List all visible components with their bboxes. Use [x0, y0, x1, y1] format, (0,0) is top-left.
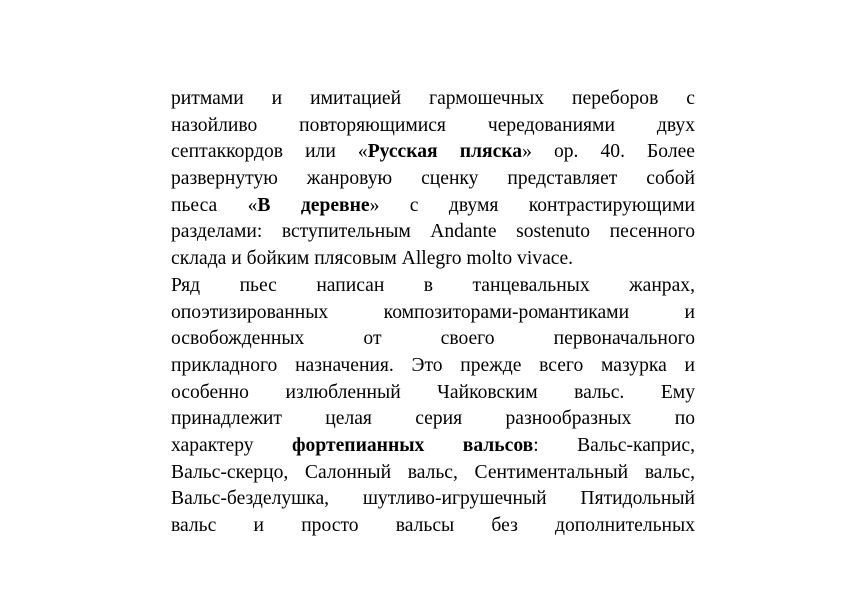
text-run: развернутую жанровую сценку представляет собой	[171, 168, 695, 190]
text-line	[171, 113, 695, 140]
text-line	[171, 353, 695, 380]
text-run: опоэтизированных композиторами-романтиками и	[171, 301, 695, 323]
text-run: прикладного назначения. Это прежде всего мазурка и	[171, 354, 695, 376]
bold-title: Русская пляска	[367, 141, 523, 163]
text-line	[171, 139, 695, 166]
text-run: разделами: вступительным Andante sostenuto песенного	[171, 221, 695, 243]
text-run: септаккордов или «	[171, 141, 368, 163]
text-line	[171, 273, 695, 300]
text-line	[171, 380, 695, 407]
text-line	[171, 193, 695, 220]
text-line	[171, 246, 695, 273]
text-run: особенно излюбленный Чайковским вальс. Ему	[171, 381, 695, 403]
text-line	[171, 406, 695, 433]
text-line	[171, 460, 695, 487]
text-line	[171, 219, 695, 246]
text-line	[171, 486, 695, 513]
text-line	[171, 513, 695, 540]
text-run: : Вальс-каприс,	[533, 434, 695, 456]
text-run: Вальс-безделушка, шутливо-игрушечный Пятидольный	[171, 488, 695, 510]
text-line	[171, 300, 695, 327]
text-run: ритмами и имитацией гармошечных переборов с	[171, 88, 695, 109]
body-text	[171, 86, 695, 540]
text-run: характеру	[171, 434, 292, 456]
bold-title: В деревне	[257, 194, 370, 216]
text-run: склада и бойким плясовым Allegro molto vivace.	[171, 248, 574, 270]
text-run: пьеса «	[171, 194, 258, 216]
text-run: Ряд пьес написан в танцевальных жанрах,	[171, 274, 695, 296]
text-run: » ор. 40. Более	[522, 141, 695, 163]
text-line	[171, 166, 695, 193]
text-run: освобожденных от своего первоначального	[171, 328, 695, 350]
text-line	[171, 86, 695, 113]
text-run: » с двумя контрастирующими	[369, 194, 695, 216]
text-line	[171, 326, 695, 353]
text-run: Вальс-скерцо, Салонный вальс, Сентиментальный вальс,	[171, 461, 695, 483]
bold-title: фортепианных вальсов	[291, 434, 534, 456]
text-line	[171, 433, 695, 460]
text-run: вальс и просто вальсы без дополнительных	[171, 515, 695, 536]
text-run: назойливо повторяющимися чередованиями двух	[171, 114, 695, 136]
text-run: принадлежит целая серия разнообразных по	[171, 408, 695, 430]
